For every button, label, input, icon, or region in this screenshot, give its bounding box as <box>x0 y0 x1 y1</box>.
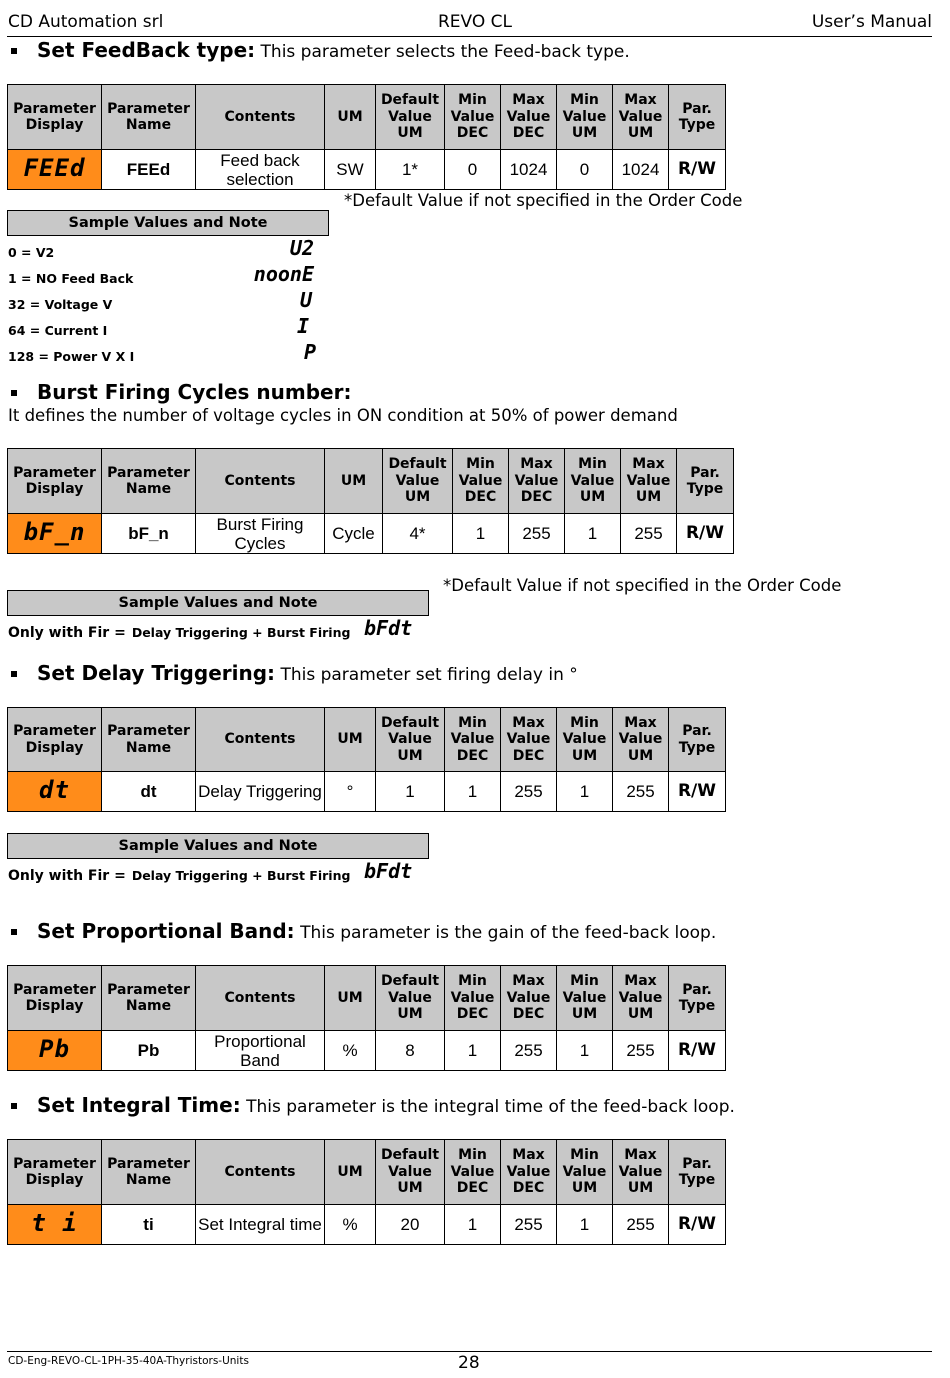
section-desc: This parameter selects the Feed-back type. <box>260 42 630 62</box>
col-header: Contents <box>196 966 325 1031</box>
col-header: Contents <box>196 708 325 772</box>
col-header: Parameter Name <box>102 449 196 514</box>
param-name: bF_n <box>102 514 196 554</box>
table-row <box>8 514 734 554</box>
table-row <box>8 1031 726 1071</box>
col-header: Default Value UM <box>383 449 453 514</box>
param-min-um: 1 <box>557 772 613 812</box>
param-name: FEEd <box>102 150 196 190</box>
only-with-fir-note <box>8 622 350 641</box>
section-title: Burst Firing Cycles number: <box>37 380 352 404</box>
col-header: Max Value UM <box>613 708 669 772</box>
col-header: Min Value UM <box>565 449 621 514</box>
table-row <box>8 1205 726 1245</box>
param-um: Cycle <box>325 514 383 554</box>
param-name: dt <box>102 772 196 812</box>
param-min-um: 0 <box>557 150 613 190</box>
col-header: Parameter Display <box>8 1140 102 1205</box>
section-integral-heading <box>9 1093 735 1117</box>
table-header-row <box>8 85 726 150</box>
sample-display: U <box>299 288 312 312</box>
param-max-dec: 255 <box>501 772 557 812</box>
header-product: REVO CL <box>438 12 513 32</box>
only-value: Delay Triggering + Burst Firing <box>131 868 351 883</box>
col-header: Parameter Name <box>102 1140 196 1205</box>
table-row <box>8 150 726 190</box>
param-display-cell <box>8 514 102 554</box>
param-type: R/W <box>669 772 726 812</box>
sample-display: I <box>296 314 309 338</box>
segment-display: t i <box>31 1209 78 1237</box>
sample-display: U2 <box>289 236 314 260</box>
only-value: Delay Triggering + Burst Firing <box>131 625 351 640</box>
header-manual: User’s Manual <box>811 12 932 32</box>
sample-display: bFdt <box>364 859 413 883</box>
sample-label: 0 = V2 <box>8 245 55 260</box>
sample-values-header: Sample Values and Note <box>7 590 429 616</box>
param-max-um: 1024 <box>613 150 669 190</box>
table-header-row <box>8 449 734 514</box>
param-max-dec: 1024 <box>501 150 557 190</box>
param-table-burst <box>7 448 734 554</box>
param-default: 1 <box>376 772 445 812</box>
bullet-icon <box>11 671 17 677</box>
param-min-um: 1 <box>557 1031 613 1071</box>
sample-values-header: Sample Values and Note <box>7 210 329 236</box>
header-company: CD Automation srl <box>8 12 164 32</box>
col-header: Max Value UM <box>621 449 677 514</box>
sample-label: 64 = Current I <box>8 323 108 338</box>
section-desc: This parameter set firing delay in ° <box>280 665 578 685</box>
param-um: % <box>325 1205 376 1245</box>
col-header: Parameter Display <box>8 449 102 514</box>
table-header-row <box>8 1140 726 1205</box>
param-max-um: 255 <box>621 514 677 554</box>
sample-values-header: Sample Values and Note <box>7 833 429 859</box>
segment-display: FEEd <box>23 154 86 182</box>
col-header: Max Value DEC <box>501 85 557 150</box>
col-header: Par. Type <box>669 1140 726 1205</box>
col-header: Default Value UM <box>376 1140 445 1205</box>
default-value-note: *Default Value if not specified in the Order Code <box>443 576 842 595</box>
col-header: Parameter Display <box>8 966 102 1031</box>
param-min-dec: 1 <box>445 772 501 812</box>
param-max-um: 255 <box>613 1205 669 1245</box>
col-header: Min Value DEC <box>445 708 501 772</box>
col-header: UM <box>325 1140 376 1205</box>
param-type: R/W <box>669 150 726 190</box>
param-default: 4* <box>383 514 453 554</box>
param-display-cell <box>8 150 102 190</box>
col-header: Max Value DEC <box>501 1140 557 1205</box>
col-header: Par. Type <box>669 966 726 1031</box>
col-header: Min Value DEC <box>445 85 501 150</box>
col-header: Parameter Display <box>8 85 102 150</box>
only-label: Only with Fir = <box>8 625 126 641</box>
page-number: 28 <box>458 1353 480 1373</box>
param-min-dec: 1 <box>445 1031 501 1071</box>
col-header: Min Value UM <box>557 85 613 150</box>
param-type: R/W <box>677 514 734 554</box>
param-um: SW <box>325 150 376 190</box>
table-row <box>8 772 726 812</box>
param-min-dec: 0 <box>445 150 501 190</box>
param-table-integral <box>7 1139 726 1245</box>
col-header: Contents <box>196 449 325 514</box>
only-with-fir-note <box>8 865 350 884</box>
param-name: Pb <box>102 1031 196 1071</box>
param-display-cell <box>8 1205 102 1245</box>
col-header: Par. Type <box>669 85 726 150</box>
param-max-dec: 255 <box>509 514 565 554</box>
col-header: Parameter Name <box>102 85 196 150</box>
col-header: Par. Type <box>677 449 734 514</box>
section-title: Set Integral Time: <box>37 1093 241 1117</box>
sample-display: noonE <box>253 262 314 286</box>
col-header: Contents <box>196 85 325 150</box>
col-header: UM <box>325 449 383 514</box>
col-header: Default Value UM <box>376 966 445 1031</box>
table-header-row <box>8 966 726 1031</box>
sample-display: P <box>303 340 316 364</box>
segment-display: dt <box>39 776 70 804</box>
header-rule <box>7 36 932 37</box>
col-header: Default Value UM <box>376 708 445 772</box>
col-header: Max Value DEC <box>501 708 557 772</box>
col-header: Par. Type <box>669 708 726 772</box>
sample-label: 1 = NO Feed Back <box>8 271 134 286</box>
col-header: Min Value UM <box>557 966 613 1031</box>
param-min-um: 1 <box>565 514 621 554</box>
sample-label: 128 = Power V X I <box>8 349 135 364</box>
param-name: ti <box>102 1205 196 1245</box>
param-um: ° <box>325 772 376 812</box>
col-header: Max Value UM <box>613 966 669 1031</box>
param-type: R/W <box>669 1031 726 1071</box>
param-type: R/W <box>669 1205 726 1245</box>
col-header: Default Value UM <box>376 85 445 150</box>
param-display-cell <box>8 1031 102 1071</box>
segment-display: bF_n <box>23 518 86 546</box>
param-default: 20 <box>376 1205 445 1245</box>
section-desc: This parameter is the gain of the feed-back loop. <box>300 923 717 943</box>
param-contents: Burst Firing Cycles <box>196 514 325 554</box>
section-title: Set Proportional Band: <box>37 919 295 943</box>
bullet-icon <box>11 390 17 396</box>
col-header: Parameter Display <box>8 708 102 772</box>
segment-display: Pb <box>39 1035 70 1063</box>
param-default: 8 <box>376 1031 445 1071</box>
param-contents: Set Integral time <box>196 1205 325 1245</box>
param-max-um: 255 <box>613 772 669 812</box>
footer-doc-code: CD-Eng-REVO-CL-1PH-35-40A-Thyristors-Units <box>8 1355 249 1367</box>
sample-display: bFdt <box>364 616 413 640</box>
col-header: Max Value DEC <box>501 966 557 1031</box>
col-header: UM <box>325 708 376 772</box>
param-table-feedback <box>7 84 726 190</box>
col-header: UM <box>325 966 376 1031</box>
bullet-icon <box>11 929 17 935</box>
section-desc: This parameter is the integral time of the feed-back loop. <box>246 1097 735 1117</box>
table-header-row <box>8 708 726 772</box>
param-um: % <box>325 1031 376 1071</box>
param-min-um: 1 <box>557 1205 613 1245</box>
col-header: Parameter Name <box>102 966 196 1031</box>
default-value-note: *Default Value if not specified in the Order Code <box>344 191 743 210</box>
col-header: Min Value DEC <box>453 449 509 514</box>
col-header: Max Value UM <box>613 1140 669 1205</box>
param-default: 1* <box>376 150 445 190</box>
only-label: Only with Fir = <box>8 868 126 884</box>
param-display-cell <box>8 772 102 812</box>
col-header: UM <box>325 85 376 150</box>
col-header: Min Value DEC <box>445 1140 501 1205</box>
col-header: Min Value UM <box>557 708 613 772</box>
sample-label: 32 = Voltage V <box>8 297 113 312</box>
col-header: Min Value DEC <box>445 966 501 1031</box>
col-header: Max Value DEC <box>509 449 565 514</box>
param-contents: Feed back selection <box>196 150 325 190</box>
param-min-dec: 1 <box>445 1205 501 1245</box>
param-table-pband <box>7 965 726 1071</box>
section-feedback-heading <box>9 38 630 62</box>
col-header: Contents <box>196 1140 325 1205</box>
param-table-delay <box>7 707 726 812</box>
col-header: Parameter Name <box>102 708 196 772</box>
section-title: Set Delay Triggering: <box>37 661 276 685</box>
section-title: Set FeedBack type: <box>37 38 256 62</box>
bullet-icon <box>11 48 17 54</box>
section-burst-heading <box>9 380 351 404</box>
col-header: Min Value UM <box>557 1140 613 1205</box>
param-max-dec: 255 <box>501 1031 557 1071</box>
footer-rule <box>7 1351 932 1352</box>
param-contents: Proportional Band <box>196 1031 325 1071</box>
section-pband-heading <box>9 919 716 943</box>
bullet-icon <box>11 1103 17 1109</box>
param-max-um: 255 <box>613 1031 669 1071</box>
section-delay-heading <box>9 661 578 685</box>
section-desc: It defines the number of voltage cycles in ON condition at 50% of power demand <box>8 406 678 425</box>
param-min-dec: 1 <box>453 514 509 554</box>
col-header: Max Value UM <box>613 85 669 150</box>
param-contents: Delay Triggering <box>196 772 325 812</box>
param-max-dec: 255 <box>501 1205 557 1245</box>
